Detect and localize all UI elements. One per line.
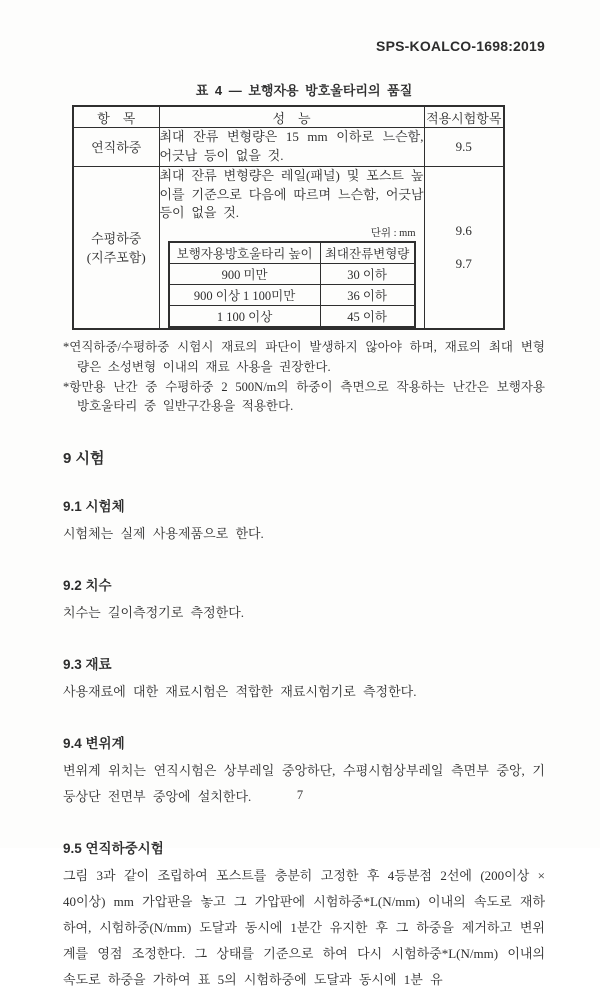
section-heading: 9.4 변위계 [63,736,125,752]
table-row [169,285,415,306]
height-range: 900 이상 1 100미만 [169,285,321,306]
item-horizontal-load [73,166,159,329]
section-heading: 9.5 연직하중시험 [63,841,164,857]
performance-horizontal-load [159,166,424,329]
section-body: 그림 3과 같이 조립하여 포스트를 충분히 고정한 후 4등분점 2선에 (200이상 × 40이상) mm 가압판을 놓고 그 가압판에 시험하중*L(N/mm) 이내의 속도로 재하 하여, 시험하중(N/mm) 도달과 동시에 1분간 유지한 후 그 하중을 제거하고 변위계를 영점 조정한다. 그 상태를 기준으로 하여 다시 시험하중*L(N/mm) 이내의 속도로 하중을 가하여 표 5의 시험하중에 도달과 동시에 1분 유 [63,868,545,988]
doc-code: SPS-KOALCO-1698:2019 [376,38,545,54]
section-body: 시험체는 실제 사용제품으로 한다. [63,526,264,542]
height-range: 900 미만 [169,264,321,285]
footnote: *연직하중/수평하중 시험시 재료의 파단이 발생하지 않아야 하며, 재료의 최대 변형량은 소성변형 이내의 재료 사용을 권장한다. [63,340,545,374]
section-body: 치수는 길이측정기로 측정한다. [63,605,245,621]
clause-stack [425,223,504,272]
performance-text: 최대 잔류 변형량은 레일(패널) 및 포스트 높이를 기준으로 다음에 따르며 느슨함, 어긋남 등이 없을 것. [159,167,424,221]
performance-vertical-load [159,128,424,167]
quality-table-header-row [73,106,504,128]
deformation-limit: 36 이하 [320,285,414,306]
inner-table-header-row [169,242,415,264]
page-number: 7 [296,788,304,802]
section-9-5 [63,837,545,993]
col-header-test-clause: 적용시험항목 [424,106,504,128]
table-row [73,166,504,329]
clause-number: 9.7 [455,255,472,271]
performance-text: 최대 잔류 변형량은 15 mm 이하로 느슨함, 어긋남 등이 없을 것. [159,129,424,163]
section-heading: 9.2 치수 [63,578,112,594]
inner-col-header-height: 보행자용방호울타리 높이 [169,242,321,264]
item-vertical-load: 연직하중 [73,128,159,167]
table-row [169,264,415,285]
table-row [73,128,504,167]
footnote: *항만용 난간 중 수평하중 2 500N/m의 하중이 측면으로 작용하는 난간은 보행자용 방호울타리 중 일반구간용을 적용한다. [63,379,545,414]
height-range: 1 100 이상 [169,306,321,328]
item-line: (지주포함) [86,250,146,266]
page-content [63,0,545,993]
table-title: 표 4 — 보행자용 방호울타리의 품질 [195,83,413,98]
deformation-limit: 30 이하 [320,264,414,285]
deformation-limit-table [168,241,416,328]
quality-table [72,105,505,330]
chapter-heading: 9 시험 [63,450,105,468]
col-header-performance: 성 능 [159,106,424,128]
clause-number: 9.6 [455,222,472,238]
section-9-3 [63,653,545,705]
item-line: 수평하중 [91,231,142,247]
clause-horizontal-load [424,166,504,329]
deformation-limit: 45 이하 [320,306,414,328]
section-body: 사용재료에 대한 재료시험은 적합한 재료시험기로 측정한다. [63,684,417,700]
unit-label: 단위 : mm [370,228,416,240]
section-heading: 9.3 재료 [63,657,112,673]
clause-vertical-load: 9.5 [424,128,504,167]
table-footnotes [63,338,545,417]
section-9-2 [63,574,545,626]
table-row [169,306,415,328]
col-header-item: 항 목 [73,106,159,128]
section-body: 변위계 위치는 연직시험은 상부레일 중앙하단, 수평시험상부레일 측면부 중앙, 기둥상단 전면부 중앙에 설치한다. [63,763,545,805]
inner-col-header-deformation: 최대잔류변형량 [320,242,414,264]
section-9-1 [63,495,545,547]
section-heading: 9.1 시험체 [63,499,125,515]
